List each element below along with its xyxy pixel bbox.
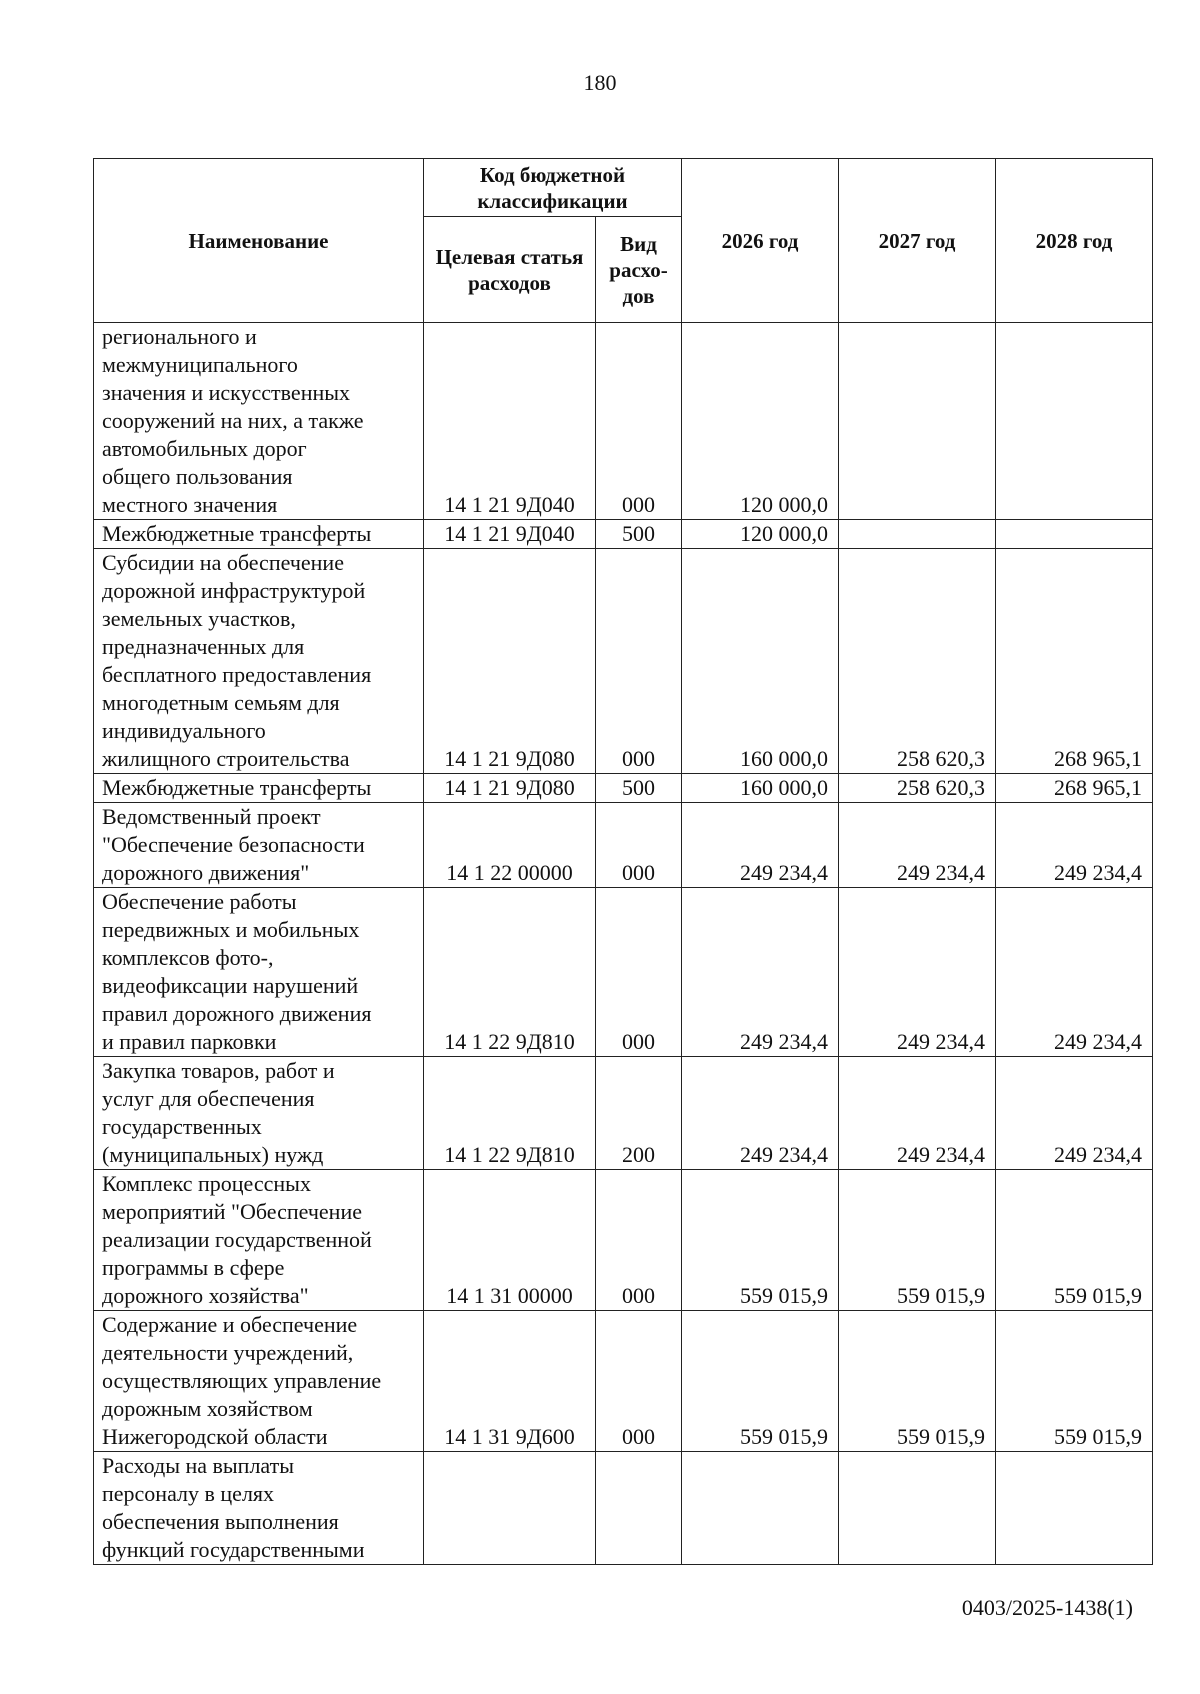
row-target-article <box>424 1452 596 1565</box>
row-value-2028: 559 015,9 <box>996 1170 1153 1311</box>
row-value-2026 <box>682 1452 839 1565</box>
header-year-2027: 2027 год <box>839 159 996 323</box>
row-target-article: 14 1 21 9Д080 <box>424 774 596 803</box>
row-name: Комплекс процессных мероприятий "Обеспечение реализации государственной программы в сфере дорожного хозяйства" <box>94 1170 424 1311</box>
row-name: Субсидии на обеспечение дорожной инфраструктурой земельных участков, предназначенных для бесплатного предоставления многодетным семьям для индивидуального жилищного строительства <box>94 549 424 774</box>
row-value-2026: 249 234,4 <box>682 1057 839 1170</box>
row-name: регионального и межмуниципального значения и искусственных сооружений на них, а также автомобильных дорог общего пользования местного значения <box>94 323 424 520</box>
page-number: 180 <box>583 70 617 95</box>
row-name: Межбюджетные трансферты <box>94 520 424 549</box>
table-row <box>94 1057 1153 1170</box>
row-value-2028: 249 234,4 <box>996 888 1153 1057</box>
row-value-2027: 258 620,3 <box>839 774 996 803</box>
row-value-2028: 268 965,1 <box>996 774 1153 803</box>
row-value-2028 <box>996 323 1153 520</box>
row-name: Закупка товаров, работ и услуг для обеспечения государственных (муниципальных) нужд <box>94 1057 424 1170</box>
table-row <box>94 1170 1153 1311</box>
row-name: Содержание и обеспечение деятельности учреждений, осуществляющих управление дорожным хозяйством Нижегородской области <box>94 1311 424 1452</box>
row-target-article: 14 1 22 9Д810 <box>424 888 596 1057</box>
row-target-article: 14 1 21 9Д040 <box>424 323 596 520</box>
header-name: Наименование <box>94 159 424 323</box>
header-code-group: Код бюджетной классификации <box>424 159 682 217</box>
row-value-2027: 249 234,4 <box>839 803 996 888</box>
table-row <box>94 1452 1153 1565</box>
row-target-article: 14 1 22 9Д810 <box>424 1057 596 1170</box>
row-target-article: 14 1 31 9Д600 <box>424 1311 596 1452</box>
row-target-article: 14 1 21 9Д080 <box>424 549 596 774</box>
row-value-2026: 559 015,9 <box>682 1170 839 1311</box>
budget-table <box>93 158 1153 1565</box>
row-value-2027 <box>839 520 996 549</box>
row-value-2027 <box>839 323 996 520</box>
row-name: Ведомственный проект "Обеспечение безопасности дорожного движения" <box>94 803 424 888</box>
row-name: Межбюджетные трансферты <box>94 774 424 803</box>
row-name: Расходы на выплаты персоналу в целях обеспечения выполнения функций государственными <box>94 1452 424 1565</box>
header-year-2026: 2026 год <box>682 159 839 323</box>
table-row <box>94 323 1153 520</box>
row-expense-kind: 500 <box>596 520 682 549</box>
table-row <box>94 888 1153 1057</box>
row-name: Обеспечение работы передвижных и мобильных комплексов фото-, видеофиксации нарушений правил дорожного движения и правил парковки <box>94 888 424 1057</box>
row-value-2026: 120 000,0 <box>682 323 839 520</box>
table-body <box>94 323 1153 1565</box>
row-expense-kind: 000 <box>596 323 682 520</box>
row-value-2028: 249 234,4 <box>996 1057 1153 1170</box>
table-row <box>94 803 1153 888</box>
row-value-2027: 559 015,9 <box>839 1170 996 1311</box>
header-year-2028: 2028 год <box>996 159 1153 323</box>
row-expense-kind <box>596 1452 682 1565</box>
table-row <box>94 520 1153 549</box>
row-value-2027: 258 620,3 <box>839 549 996 774</box>
row-target-article: 14 1 21 9Д040 <box>424 520 596 549</box>
row-expense-kind: 000 <box>596 1311 682 1452</box>
table-row <box>94 549 1153 774</box>
row-value-2028 <box>996 1452 1153 1565</box>
header-target-article: Целевая статья расходов <box>424 217 596 323</box>
row-value-2026: 559 015,9 <box>682 1311 839 1452</box>
row-value-2027: 249 234,4 <box>839 1057 996 1170</box>
row-value-2028: 249 234,4 <box>996 803 1153 888</box>
table-row <box>94 774 1153 803</box>
row-value-2027: 559 015,9 <box>839 1311 996 1452</box>
header-expense-kind: Вид расхо-дов <box>596 217 682 323</box>
row-value-2026: 160 000,0 <box>682 774 839 803</box>
row-value-2026: 120 000,0 <box>682 520 839 549</box>
row-value-2027: 249 234,4 <box>839 888 996 1057</box>
row-value-2028 <box>996 520 1153 549</box>
document-number: 0403/2025-1438(1) <box>961 1595 1133 1620</box>
row-value-2026: 160 000,0 <box>682 549 839 774</box>
row-expense-kind: 000 <box>596 803 682 888</box>
row-expense-kind: 000 <box>596 1170 682 1311</box>
row-target-article: 14 1 22 00000 <box>424 803 596 888</box>
row-expense-kind: 000 <box>596 549 682 774</box>
row-expense-kind: 500 <box>596 774 682 803</box>
table-row <box>94 1311 1153 1452</box>
row-value-2027 <box>839 1452 996 1565</box>
row-value-2028: 559 015,9 <box>996 1311 1153 1452</box>
row-target-article: 14 1 31 00000 <box>424 1170 596 1311</box>
row-value-2026: 249 234,4 <box>682 888 839 1057</box>
row-expense-kind: 000 <box>596 888 682 1057</box>
row-value-2026: 249 234,4 <box>682 803 839 888</box>
row-value-2028: 268 965,1 <box>996 549 1153 774</box>
row-expense-kind: 200 <box>596 1057 682 1170</box>
